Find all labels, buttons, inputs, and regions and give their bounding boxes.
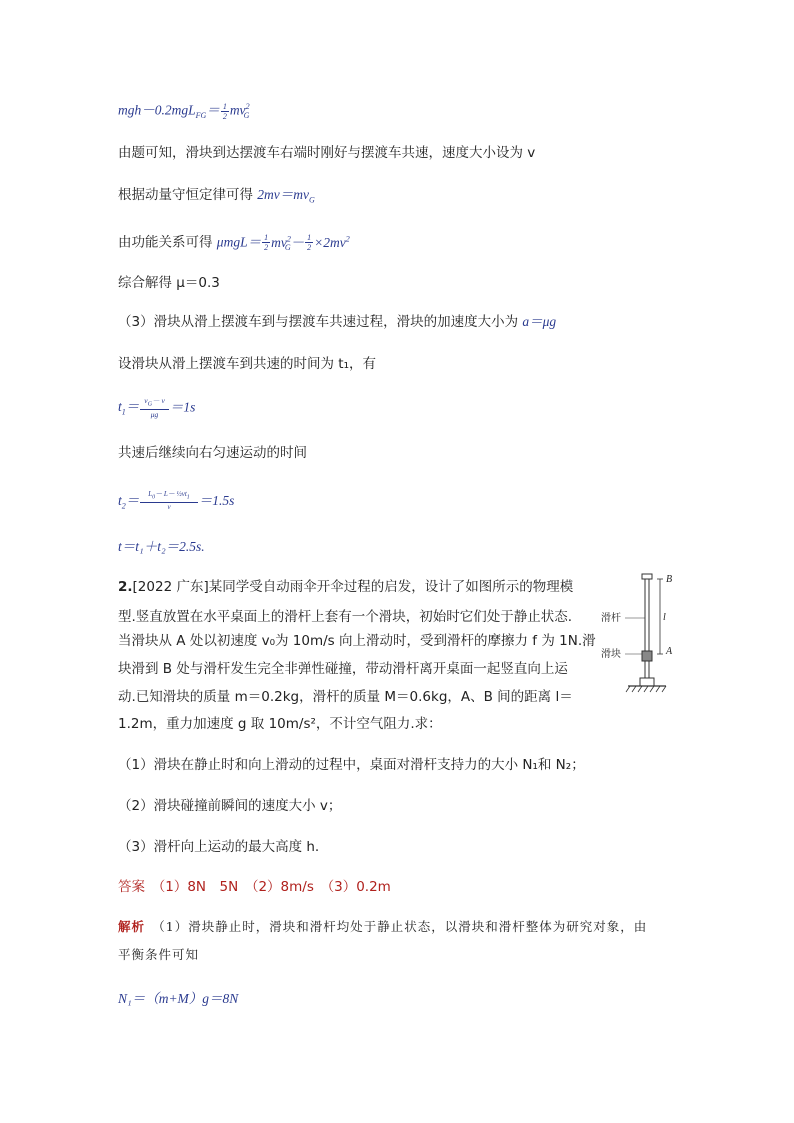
solution-line-1: 解析 （1）滑块静止时，滑块和滑杆均处于静止状态，以滑块和滑杆整体为研究对象，由 [118,919,648,934]
formula-t1: $t_1=$ $\frac{v_G- v}{\mu g}$ ＝1s [118,396,196,419]
problem-line-6: 1.2m，重力加速度 g 取 10m/s²，不计空气阻力.求： [118,716,442,732]
formula-total-time: t＝t₁＋t₂＝2.5s. [118,539,205,554]
rod-base [640,678,654,686]
slider-label: 滑块 [601,649,621,660]
text-line-5: 综合解得 μ＝0.3 [118,275,220,291]
solution-label: 解析 [118,919,146,934]
length-label: l [663,612,666,623]
solution-line-2: 平衡条件可知 [118,947,200,962]
problem-line-1: 2.[2022 广东]某同学受自动雨伞开伞过程的启发，设计了如图所示的物理模 [118,579,574,595]
question-3: （3）滑杆向上运动的最大高度 h. [118,839,320,855]
answer-label: 答案 [118,879,145,895]
solution-line-3: N₁＝（m+M）g＝8N [118,991,239,1006]
problem-line-5: 动.已知滑块的质量 m＝0.2kg，滑杆的质量 M＝0.6kg，A、B 间的距离 l＝ [118,689,573,705]
text-line-4: 由功能关系可得 μmgL＝ $\frac{1}{2}$ $mv^2_G-$ $\frac{1}{2}$ $\times 2mv^2$ [118,233,350,253]
answer-text: （1）8N 5N （2）8m/s （3）0.2m [158,879,391,895]
rod-slider-diagram [600,572,690,697]
point-b-label: B [666,574,673,585]
text-line-3: 根据动量守恒定律可得 $2mv=mv_G$ [118,187,315,205]
slider-block [642,651,652,661]
problem-line-3: 当滑块从 A 处以初速度 v₀为 10m/s 向上滑动时，受到滑杆的摩擦力 f 为 1N.滑 [118,633,596,649]
text-line-7: 设滑块从滑上摆渡车到共速的时间为 t₁，有 [118,356,376,372]
text-line-6: （3）滑块从滑上摆渡车到与摆渡车共速过程，滑块的加速度大小为 a＝μg [118,314,557,330]
question-2: （2）滑块碰撞前瞬间的速度大小 v； [118,798,342,814]
rod-top-cap [642,574,652,579]
rod-label: 滑杆 [601,613,621,624]
text-line-2: 由题可知，滑块到达摆渡车右端时刚好与摆渡车共速，速度大小设为 v [118,145,536,161]
point-a-label: A [666,646,673,657]
text-line-9: 共速后继续向右匀速运动的时间 [118,445,307,461]
question-1: （1）滑块在静止时和向上滑动的过程中，桌面对滑杆支持力的大小 N₁和 N₂； [118,757,585,773]
rod-slider-svg [600,572,690,697]
formula-t2: $t_2=$ $\frac{L_0- L- \frac{1}{2}vt_1}{v}$ ＝1.5s [118,490,235,512]
problem-line-4: 块滑到 B 处与滑杆发生完全非弹性碰撞，带动滑杆离开桌面一起竖直向上运 [118,661,568,677]
answer-line [118,878,391,896]
problem-line-2: 型.竖直放置在水平桌面上的滑杆上套有一个滑块，初始时它们处于静止状态. [118,609,573,625]
formula-energy-fg: mgh－0.2mgL$_{FG}$＝ $\frac{1}{2}$ $mv^2_G$ [118,101,250,121]
